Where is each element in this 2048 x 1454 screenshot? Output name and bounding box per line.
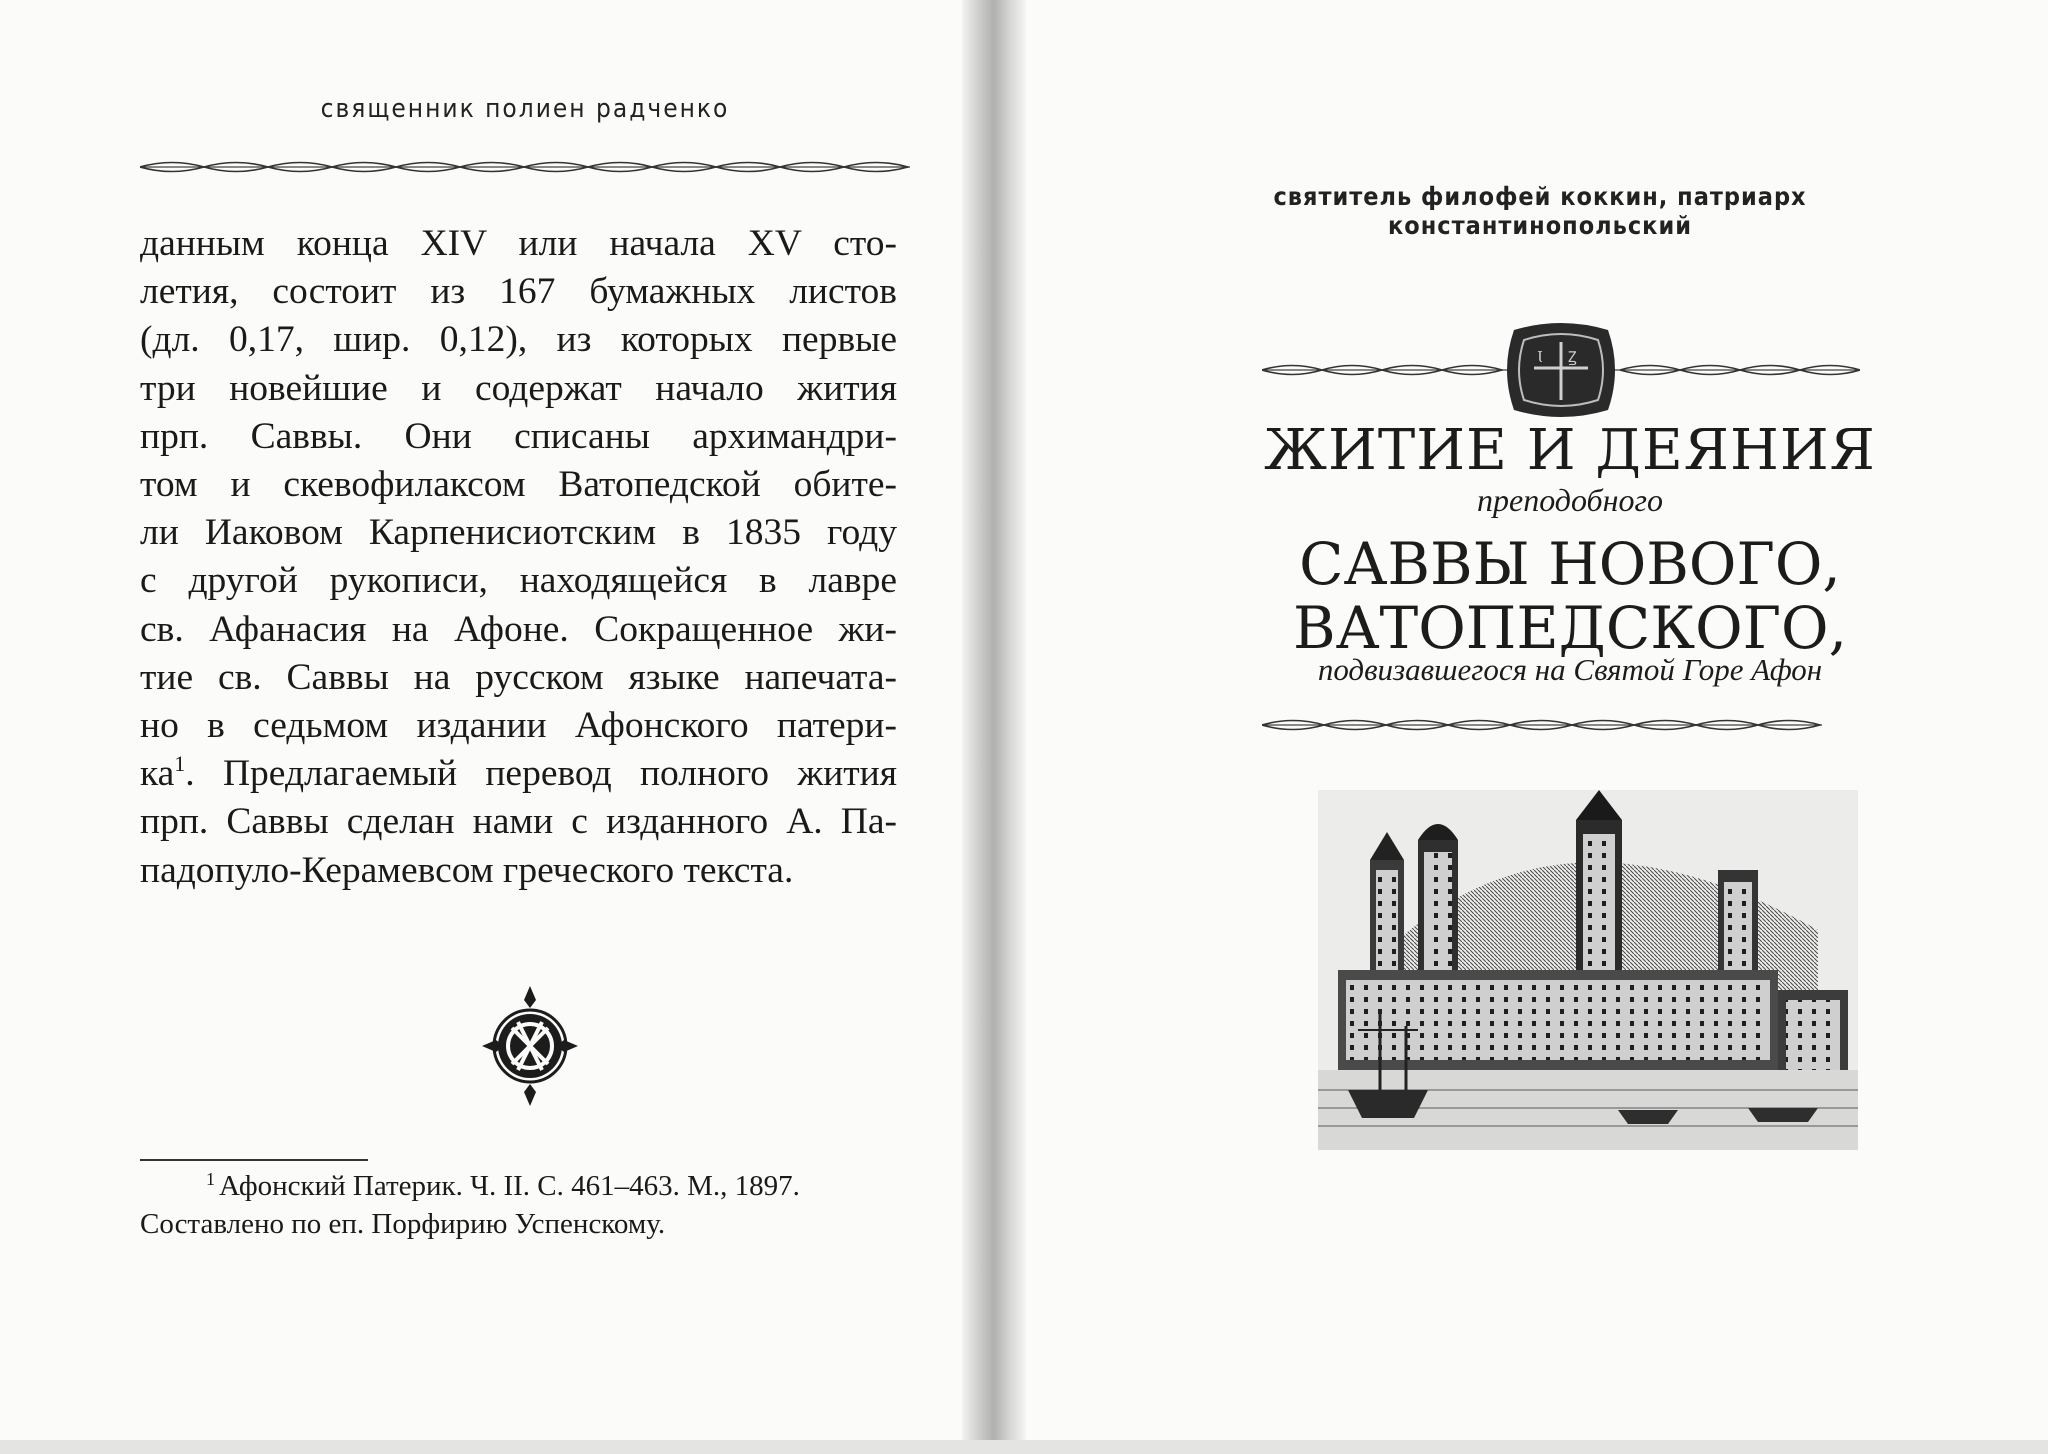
page-bottom-edge	[0, 1440, 2048, 1454]
footnote-line	[140, 1167, 897, 1205]
footnote-line: Составлено по еп. Порфирию Успенскому.	[140, 1208, 666, 1240]
body-line: прп. Саввы сделан нами с изданного А. Па-	[140, 801, 897, 843]
title-rule-ornament-top	[1262, 312, 1860, 422]
title-line-3: САВВЫ НОВОГО,	[1299, 530, 1841, 598]
running-head-right: святитель филофей коккин, патриарх константинопольский	[1273, 182, 1807, 240]
running-head-left: священник полиен радченко	[320, 94, 730, 124]
emblem-glyph: Ꙇ	[1537, 348, 1543, 366]
body-line: (дл. 0,17, шир. 0,12), из которых первые	[140, 319, 897, 361]
body-line: тие св. Саввы на русском языке напечата-	[140, 656, 897, 698]
book-gutter	[962, 0, 1026, 1454]
body-line: том и скевофилаксом Ватопедской обите-	[140, 464, 897, 506]
body-line: св. Афанасия на Афоне. Сокращенное жи-	[140, 608, 897, 650]
body-line: данным конца XIV или начала XV сто-	[140, 223, 897, 264]
title-line-5: подвизавшегося на Святой Горе Афон	[1317, 652, 1823, 687]
body-line: но в седьмом издании Афонского патери-	[140, 705, 897, 747]
body-line: ли Иаковом Карпенисиотским в 1835 году	[140, 512, 897, 554]
title-rule-ornament-bottom	[1262, 714, 1822, 736]
footnote-reference[interactable]: 1	[174, 751, 186, 777]
footnote	[140, 1167, 897, 1243]
body-line: с другой рукописи, находящейся в лавре	[140, 560, 897, 602]
body-text-fragment: . Предлагаемый перевод полного жития	[185, 753, 897, 795]
footnote-mark: 1	[206, 1169, 215, 1189]
monastery-engraving	[1318, 790, 1858, 1150]
knot-cross-ornament	[482, 986, 578, 1106]
header-rule-ornament-left	[140, 156, 910, 178]
body-text	[140, 220, 897, 895]
body-text-fragment: ка	[140, 753, 175, 795]
body-line: летия, состоит из 167 бумажных листов	[140, 271, 897, 313]
footnote-separator	[140, 1159, 368, 1161]
title-line-4: ВАТОПЕДСКОГО,	[1292, 594, 1848, 662]
footnote-text: Афонский Патерик. Ч. II. С. 461–463. М., 1897.	[219, 1170, 800, 1202]
emblem-glyph: Ꙁ	[1568, 348, 1577, 366]
body-line: прп. Саввы. Они списаны архимандри-	[140, 415, 897, 457]
body-line: три новейшие и содержат начало жития	[140, 367, 897, 409]
title-line-1: ЖИТИЕ И ДЕЯНИЯ	[1264, 418, 1876, 483]
body-line: падопуло-Керамевсом греческого текста.	[140, 849, 794, 891]
title-line-2: преподобного	[1477, 482, 1663, 518]
body-line-with-footnote	[140, 750, 897, 798]
